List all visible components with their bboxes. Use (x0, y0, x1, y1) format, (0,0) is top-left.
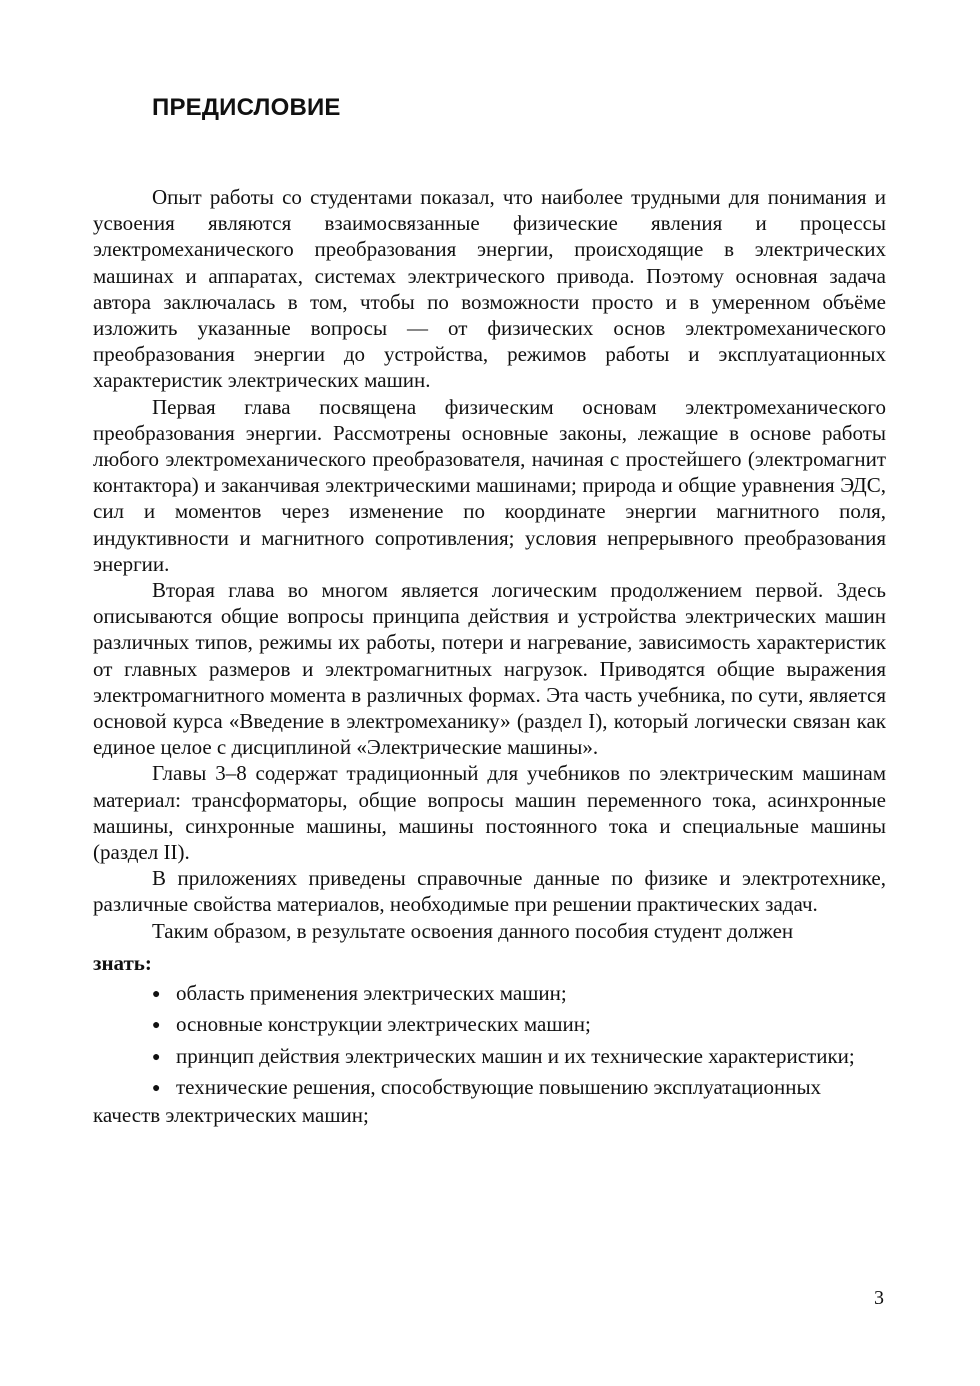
paragraph-chapters-three-eight: Главы 3–8 содержат традиционный для учебников по электрическим машинам материал: трансформаторы, общие вопросы машин переменного тока, асинхронные машины, синхронные машины, машины постоянного тока и специальные машины (раздел II). (93, 761, 886, 865)
paragraph-chapter-one: Первая глава посвящена физическим основам электромеханического преобразования энергии. Рассмотрены основные законы, лежащие в основе работы любого электромеханического преобразователя, начиная с простейшего (электромагнит контактора) и заканчивая электрическими машинами; природа и общие уравнения ЭДС, сил и моментов через изменение по координате энергии магнитного поля, индуктивности и магнитного сопротивления; условия непрерывного преобразования энергии. (93, 394, 886, 576)
paragraph-chapter-two: Вторая глава во многом является логическим продолжением первой. Здесь описываются общие вопросы принципа действия и устройства электрических машин различных типов, режимы их работы, потери и нагревание, зависимость характеристик от главных размеров и электромагнитных нагрузок. Приводятся общие выражения электромагнитного момента в различных формах. Эта часть учебника, по сути, является основой курса «Введение в электромеханику» (раздел I), который логически связан как единое целое с дисциплиной «Электрические машины». (93, 578, 886, 760)
bullet-icon: ● (152, 1080, 161, 1096)
know-label: знать: (93, 950, 152, 975)
list-item (93, 1074, 886, 1128)
bullet-icon: ● (152, 1049, 161, 1065)
list-item (93, 1011, 886, 1039)
list-item-text: технические решения, способствующие повышению эксплуатационных качеств электрических машин; (93, 1074, 822, 1127)
page-title: ПРЕДИСЛОВИЕ (152, 94, 341, 121)
list-item (93, 980, 886, 1008)
body-text (93, 184, 886, 1131)
paragraph-experience: Опыт работы со студентами показал, что наиболее трудными для понимания и усвоения являются взаимосвязанные физические явления и процессы электромеханического преобразования энергии, происходящие в электрических машинах и аппаратах, системах электрического привода. Поэтому основная задача автора заключалась в том, чтобы по возможности просто и в умеренном объёме изложить указанные вопросы — от физических основ электромеханического преобразования энергии до устройства, режимов работы и эксплуатационных характеристик электрических машин. (93, 185, 886, 393)
paragraph-closing: Таким образом, в результате освоения данного пособия студент должен (152, 918, 794, 943)
list-item-text: принцип действия электрических машин и их технические характеристики; (176, 1043, 855, 1068)
list-item-text: область применения электрических машин; (176, 981, 567, 1006)
bullet-icon: ● (152, 987, 161, 1003)
page-number: 3 (874, 1287, 884, 1309)
paragraph-appendices: В приложениях приведены справочные данные по физике и электротехнике, различные свойства материалов, необходимые при решении практических задач. (93, 866, 886, 917)
list-item-text: основные конструкции электрических машин; (176, 1012, 591, 1037)
list-item (93, 1043, 886, 1071)
bullet-icon: ● (152, 1018, 161, 1034)
